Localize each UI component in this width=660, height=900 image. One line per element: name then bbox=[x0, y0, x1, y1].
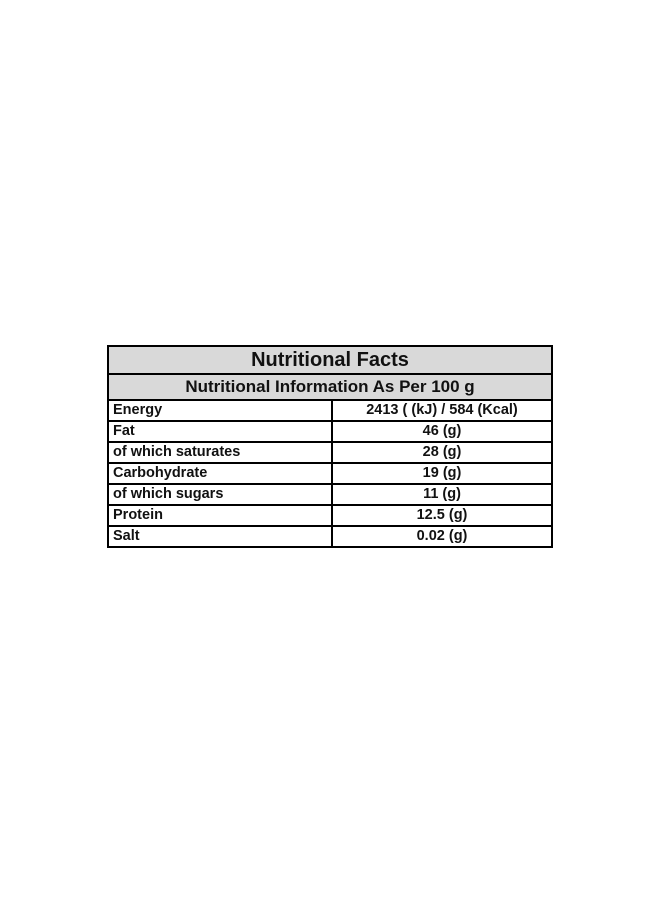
table-row-energy bbox=[108, 400, 552, 421]
table-row-salt bbox=[108, 526, 552, 547]
table-title: Nutritional Facts bbox=[108, 346, 552, 374]
nutrient-label: Protein bbox=[108, 505, 332, 526]
table-row-fat bbox=[108, 421, 552, 442]
nutrient-value: 46 (g) bbox=[332, 421, 552, 442]
table-subtitle: Nutritional Information As Per 100 g bbox=[108, 374, 552, 400]
nutrient-label: Fat bbox=[108, 421, 332, 442]
nutrient-value: 11 (g) bbox=[332, 484, 552, 505]
nutrient-value: 0.02 (g) bbox=[332, 526, 552, 547]
nutrient-value: 19 (g) bbox=[332, 463, 552, 484]
table-row-sugars bbox=[108, 484, 552, 505]
nutrient-label: Energy bbox=[108, 400, 332, 421]
nutrient-value: 12.5 (g) bbox=[332, 505, 552, 526]
table-row-carbohydrate bbox=[108, 463, 552, 484]
nutrient-label: of which sugars bbox=[108, 484, 332, 505]
nutrient-label: Salt bbox=[108, 526, 332, 547]
table-subtitle-row bbox=[108, 374, 552, 400]
nutrition-facts-table bbox=[107, 345, 553, 548]
table-row-saturates bbox=[108, 442, 552, 463]
nutrient-value: 2413 ( (kJ) / 584 (Kcal) bbox=[332, 400, 552, 421]
nutrient-label: Carbohydrate bbox=[108, 463, 332, 484]
table-title-row bbox=[108, 346, 552, 374]
nutrient-value: 28 (g) bbox=[332, 442, 552, 463]
nutrient-label: of which saturates bbox=[108, 442, 332, 463]
table-row-protein bbox=[108, 505, 552, 526]
